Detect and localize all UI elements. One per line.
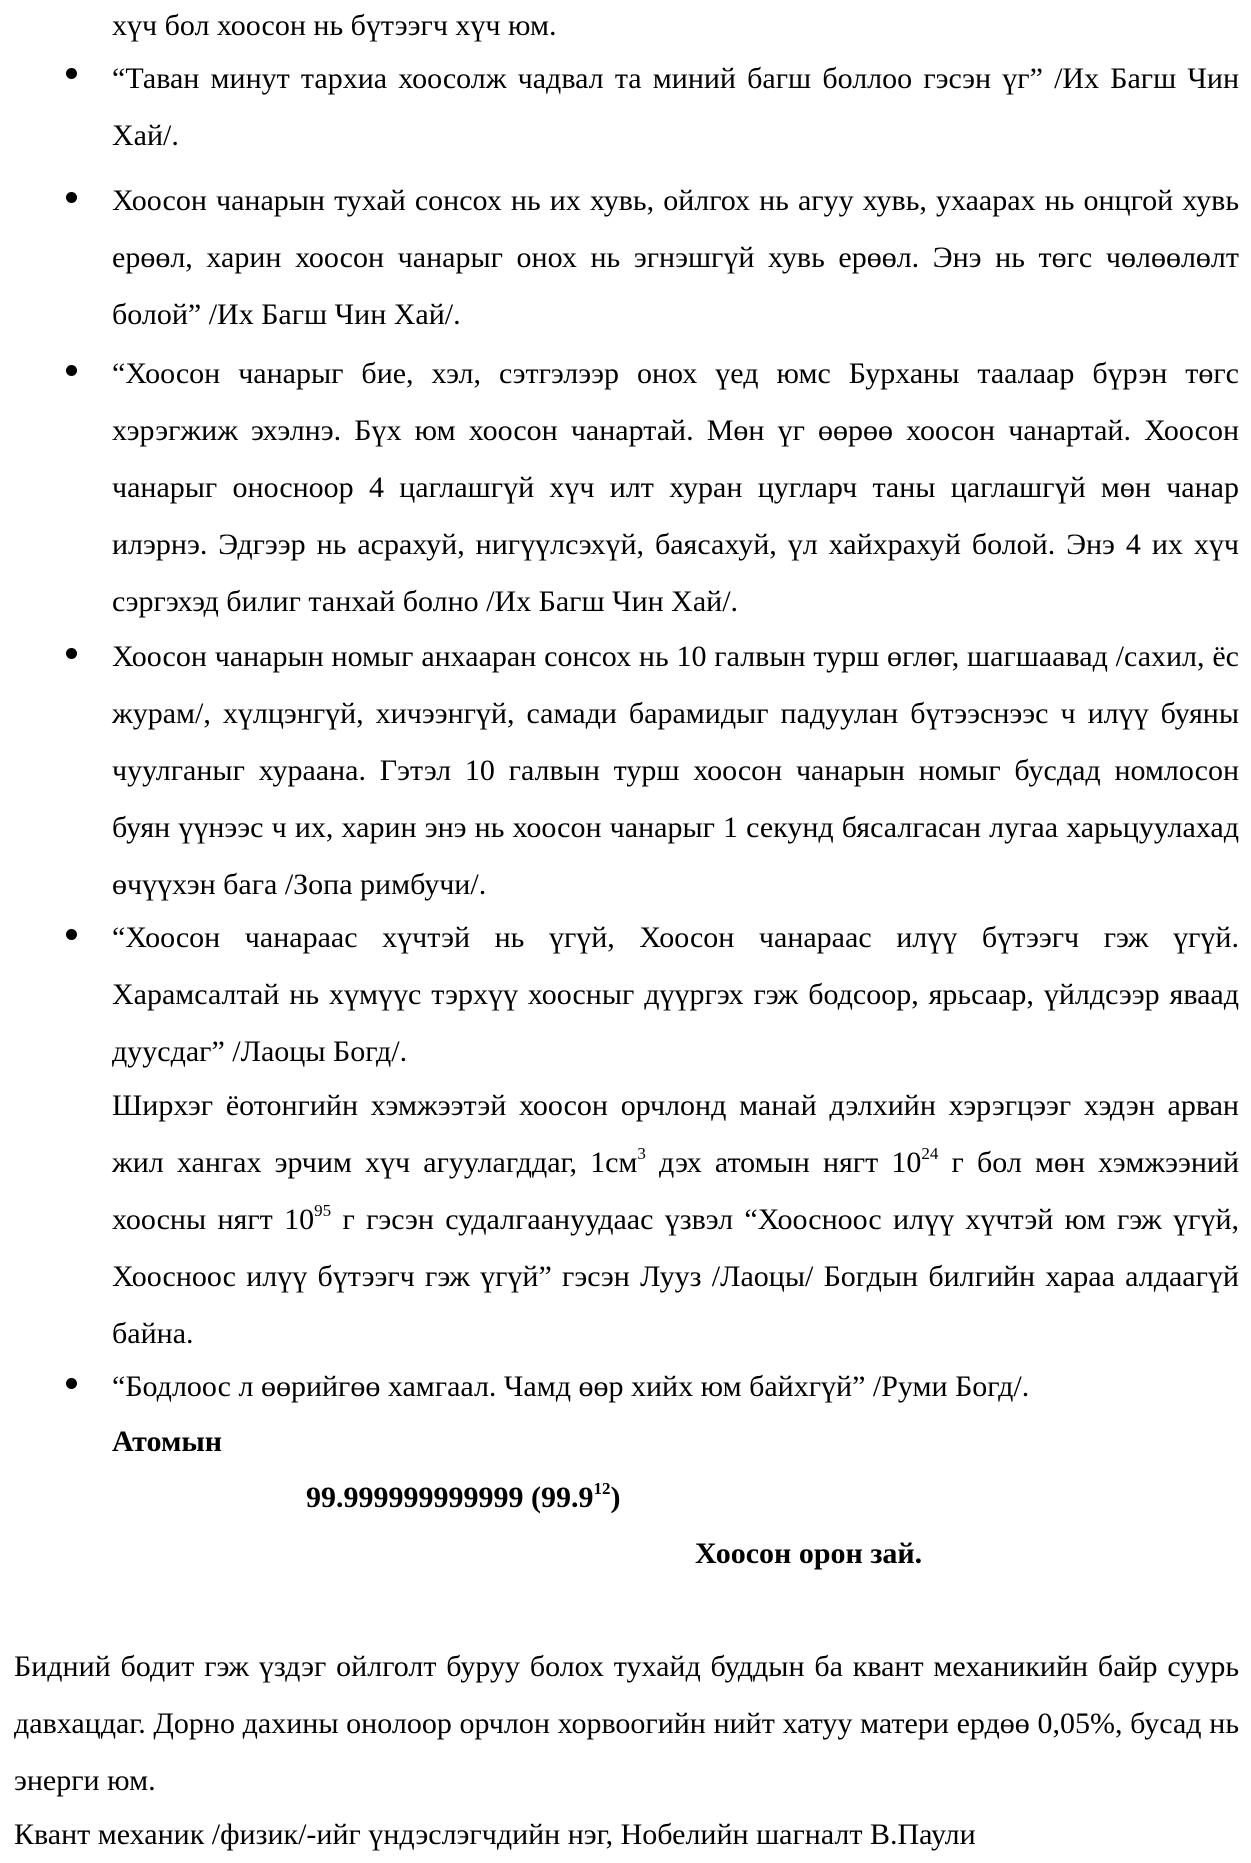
bullet-dot	[66, 648, 77, 659]
bullet-dot	[66, 365, 77, 376]
bullet-item: Хоосон чанарын тухай сонсох нь их хувь, ойлгох нь агуу хувь, ухаарах нь онцгой хувь ерөөл, харин хоосон чанарыг онох нь эгнэшгүй хувь ерөөл. Энэ нь төгс чөлөөлөлт болой” /Их Багш Чин Хай/.	[112, 184, 1239, 331]
atom-label: Атомын	[112, 1425, 223, 1458]
bullet-item: “Таван минут тархиа хоосолж чадвал та миний багш боллоо гэсэн үг” /Их Багш Чин Хай/.	[112, 62, 1239, 152]
paragraph: Бидний бодит гэж үздэг ойлголт буруу болох тухайд буддын ба квант механикийн байр суурь давхацдаг. Дорно дахины онолоор орчлон хорвоогийн нийт хатуу матери ердөө 0,05%, бусад нь энерги юм.	[14, 1650, 1239, 1797]
bullet-item: “Хоосон чанараас хүчтэй нь үгүй, Хоосон чанараас илүү бүтээгч гэж үгүй. Харамсалтай нь хүмүүс тэрхүү хоосныг дүүргэх гэж бодсоор, ярьсаар, үйлдсээр яваад дуусдаг” /Лаоцы Богд/.	[112, 921, 1239, 1068]
atom-value: 99.999999999999 (99.9$^{12}$)	[306, 1479, 621, 1514]
bullet-item: “Хоосон чанарыг бие, хэл, сэтгэлээр онох үед юмс Бурханы таалаар бүрэн төгс хэрэгжиж эхэлнэ. Бүх юм хоосон чанартай. Мөн үг өөрөө хоосон чанартай. Хоосон чанарыг оносноор 4 цаглашгүй хүч илт хуран цугларч таны цаглашгүй мөн чанар илэрнэ. Эдгээр нь асрахуй, нигүүлсэхүй, баясахуй, үл хайхрахуй болой. Энэ 4 их хүч сэргэхэд билиг танхай болно /Их Багш Чин Хай/.	[112, 357, 1239, 618]
bullet-item: Хоосон чанарын номыг анхааран сонсох нь 10 галвын турш өглөг, шагшаавад /сахил, ёс журам/, хүлцэнгүй, хичээнгүй, самади барамидыг падуулан бүтээснээс ч илүү буяны чуулганыг хураана. Гэтэл 10 галвын турш хоосон чанарын номыг бусдад номлосон буян үүнээс ч их, харин энэ нь хоосон чанарыг 1 секунд бясалгасан лугаа харьцуулахад өчүүхэн бага /Зопа римбучи/.	[112, 640, 1239, 901]
bullet-item: “Бодлоос л өөрийгөө хамгаал. Чамд өөр хийх юм байхгүй” /Руми Богд/.	[112, 1370, 1030, 1403]
paragraph: Ширхэг ёотонгийн хэмжээтэй хоосон орчлонд манай дэлхийн хэрэгцээг хэдэн арван жил хангах эрчим хүч агуулагддаг, $1см^3$ дэх атомын нягт $10^{24}$ г бол мөн хэмжээний хоосны нягт $10^{95}$ г гэсэн судалгаануудаас үзвэл “Хоосноос илүү хүчтэй юм гэж үгүй, Хоосноос илүү бүтээгч гэж үгүй” гэсэн Лууз /Лаоцы/ Богдын билгийн хараа алдаагүй байна.	[112, 1089, 1239, 1350]
paragraph: Квант механик /физик/-ийг үндэслэгчдийн нэг, Нобелийн шагналт В.Паули	[14, 1818, 976, 1851]
bullet-dot	[66, 1378, 77, 1389]
bullet-dot	[66, 929, 77, 940]
bullet-dot	[66, 192, 77, 203]
text-line: хүч бол хоосон нь бүтээгч хүч юм.	[112, 9, 557, 42]
void-label: Хоосон орон зай.	[695, 1537, 923, 1570]
bullet-dot	[66, 68, 77, 79]
